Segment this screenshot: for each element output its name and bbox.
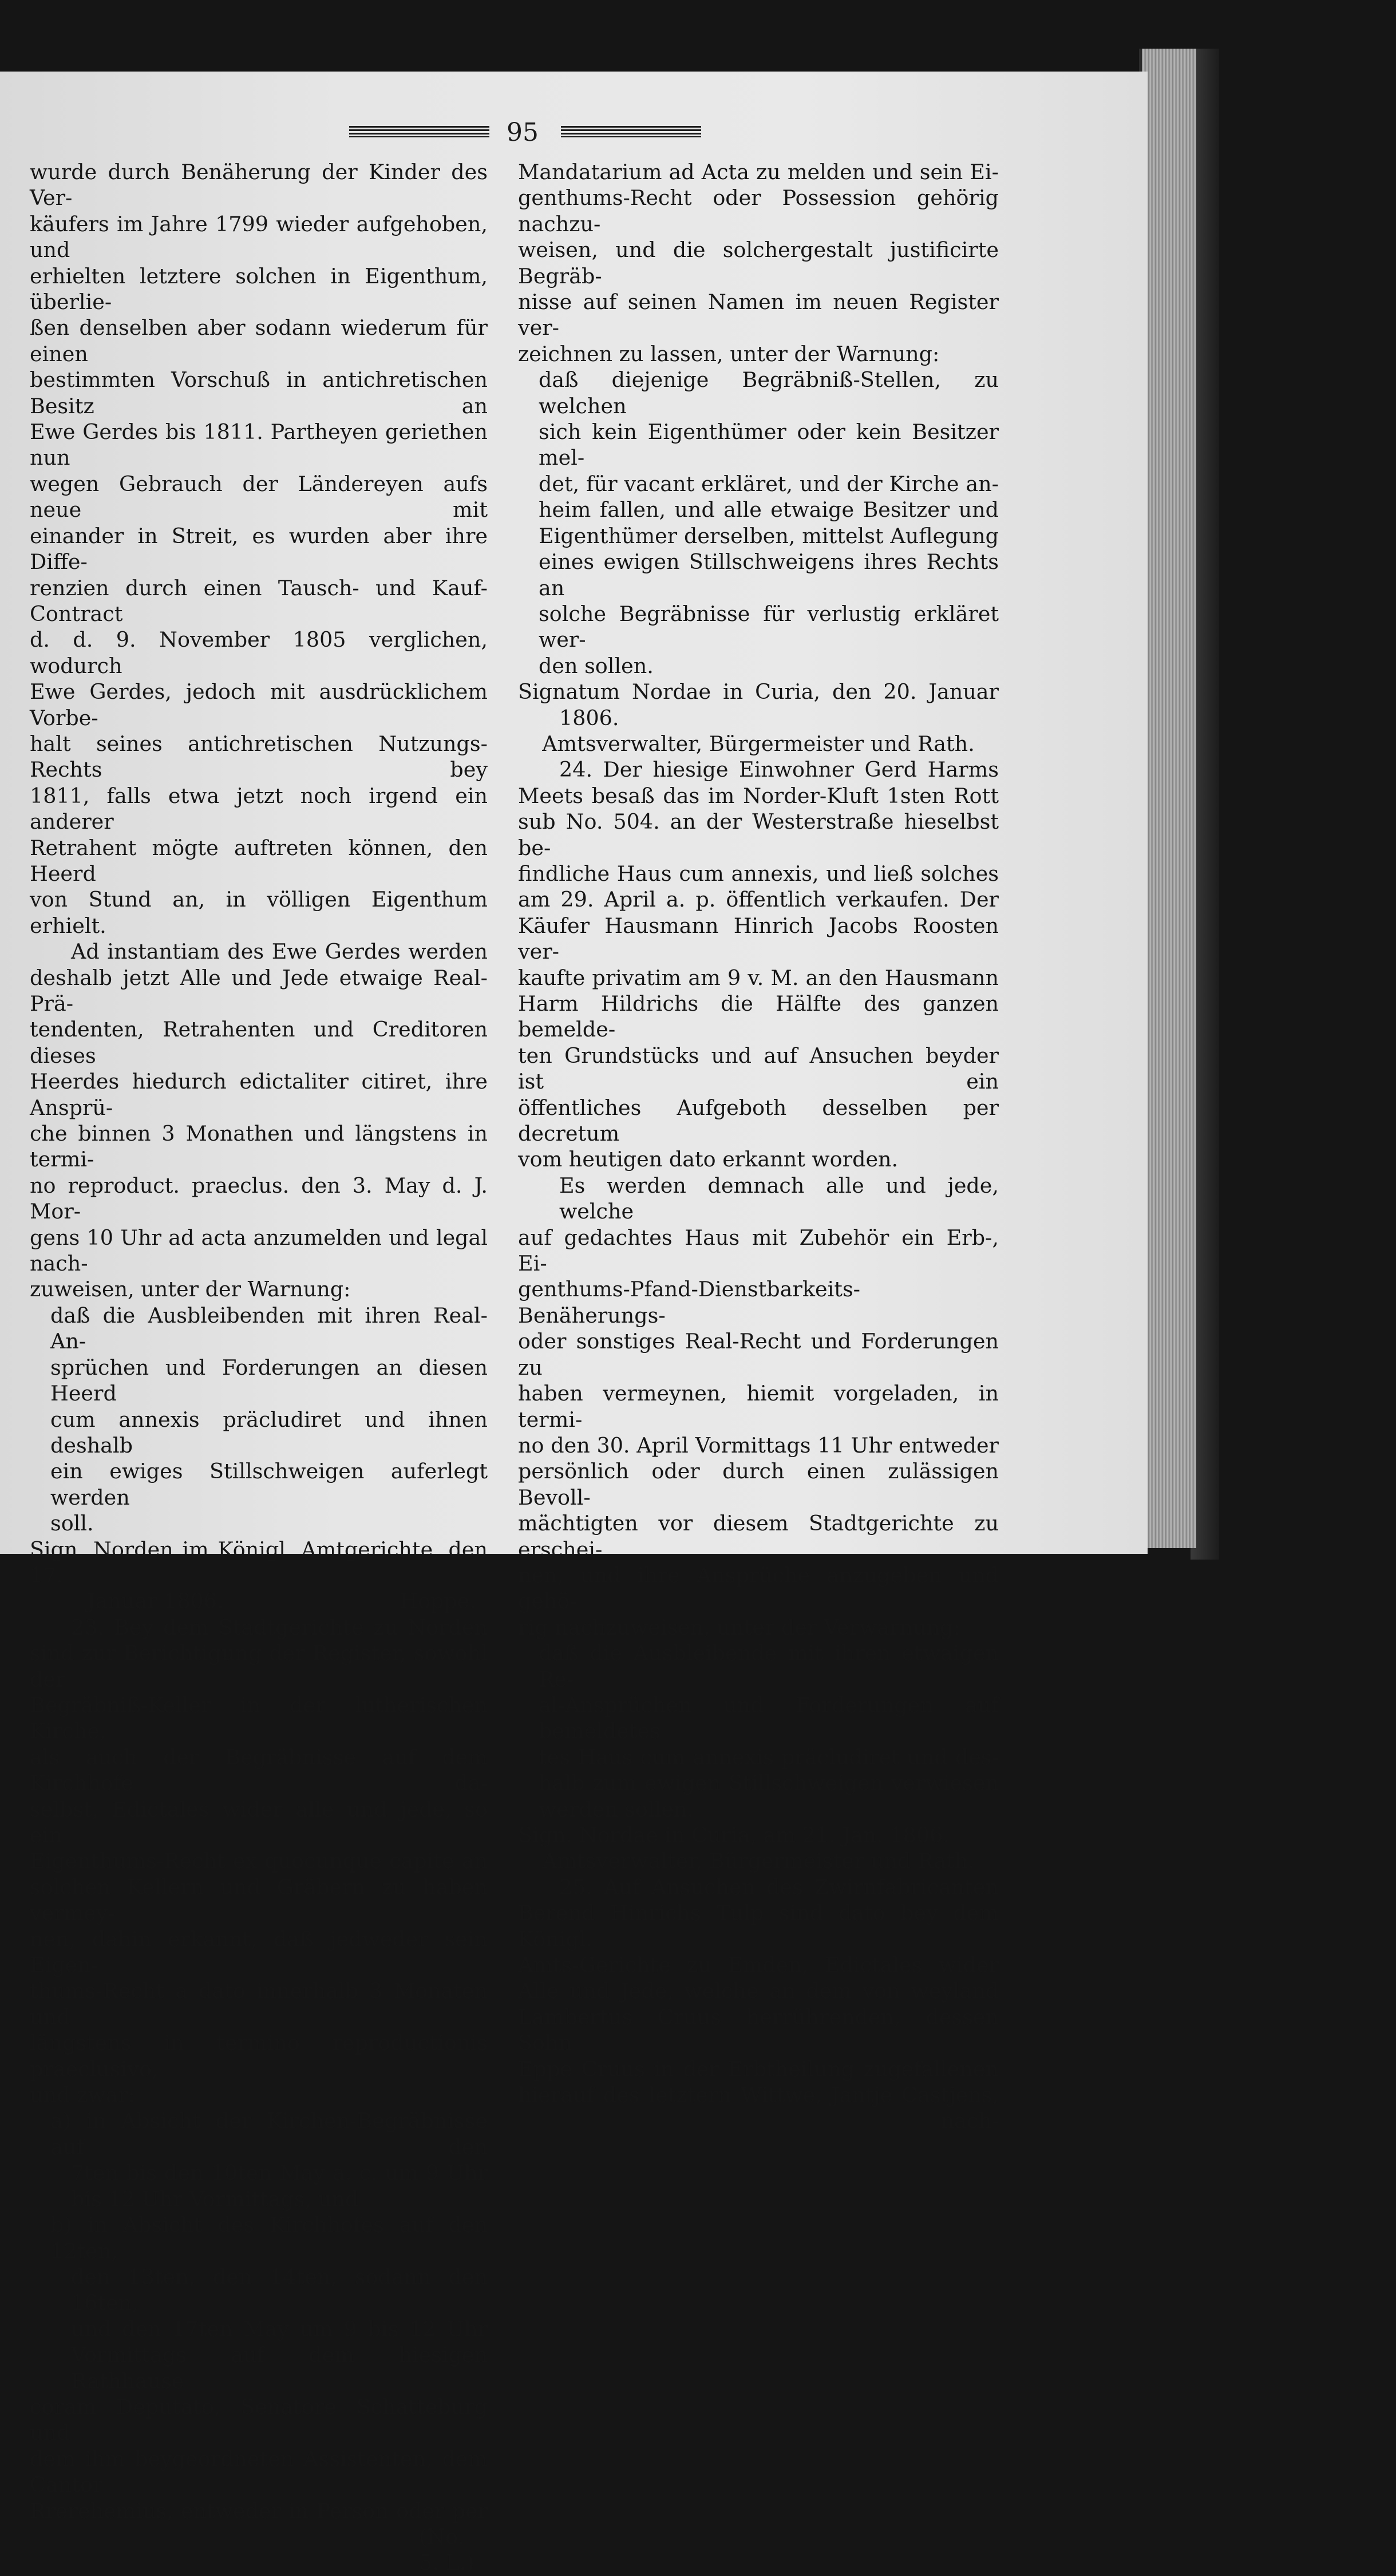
text-line: sich kein Eigenthümer oder kein Besitzer mel- (539, 420, 999, 470)
text-line: nen, und ihre Ansprüche anzugeben und gehö- (518, 1562, 999, 1614)
text-line: nen, dahin erkannt, daß jedweder sein Eigen- (30, 1926, 488, 1978)
text-line: findliche Haus cum annexis, und ließ solches (518, 861, 999, 886)
text-line: längstens in termino reproductionis praeclusivo, (30, 2031, 488, 2082)
header-rule-left (349, 126, 489, 137)
text-line: daß diejenige Begräbniß-Stellen, zu welchen (539, 367, 999, 418)
page-number: 95 (507, 118, 539, 147)
text-line: halt seines antichretischen Nutzungs-Rechts bey (30, 731, 488, 782)
text-line: genthums-Recht oder Possession gehörig nachzu- (518, 185, 999, 236)
text-line: 1806. (559, 705, 619, 730)
text-line: Harm Hildrichs die Hälfte des ganzen bemelde- (518, 991, 999, 1042)
text-line: sind zur Berichtigung der Register, sowohl der (30, 1641, 488, 1692)
text-line: Sign. Norden im Königl. Amtgerichte, den 17. (30, 1537, 488, 1588)
text-line: wegen Gebrauch der Ländereyen aufs neue mit (30, 471, 488, 523)
text-line: Januar 1806. (87, 1589, 224, 1614)
text-line: Eigenthums-Recht ex quocunque capite an (30, 1849, 488, 1874)
text-line: Ewe Gerdes bis 1811. Partheyen geriethen nun (30, 420, 488, 470)
text-line: ten Grundstücks und auf Ansuchen beyder ist ein (518, 1043, 999, 1094)
text-line: d. d. 9. November 1805 verglichen, wodurch (30, 627, 488, 678)
text-line: Amtsverwalter, Bürgermeister und Rath. (542, 731, 975, 756)
text-line: halb zum ewigen Stillschweigen verwiesen (539, 1771, 999, 1796)
text-line: Eppe Cruus in der Erbtheilung zugefallenen (518, 2056, 999, 2082)
text-line: ßen denselben aber sodann wiederum für einen (30, 315, 488, 366)
text-line: tes Haus cum annexis präcludiret und des- (539, 1744, 999, 1770)
text-line: Käufer Hausmann Hinrich Jacobs Roosten ver- (518, 913, 999, 964)
text-line: von Stund an, in völligen Eigenthum erhielt. (30, 887, 488, 938)
text-line: rig nachzuweisen, unter der Verwarnung: (518, 1615, 960, 1640)
text-line: Rrerehemius, entweder in Person oder per (30, 2498, 488, 2523)
text-line: Heerdes hiedurch edictaliter citiret, ihre Ansprü- (30, 1069, 488, 1120)
text-line: solche Begräbnisse für verlustig erkläret wer- (539, 601, 999, 652)
text-line: Es werden demnach alle und jede, welche (559, 1173, 999, 1224)
text-line: a) in Absicht der Kirchen-Begräbnisse auf den (50, 2108, 488, 2159)
text-line: Signatum Nordae in Curia, den 20. Januar (518, 679, 999, 705)
left-column (30, 159, 488, 2576)
text-line: persönlich oder durch einen zulässigen Bevoll- (518, 1459, 999, 1510)
text-line: Ad instantiam des Ewe Gerdes werden (71, 939, 488, 964)
text-line: wurde durch Benäherung der Kinder des Ver- (30, 160, 488, 211)
text-line: und den 17ten May um 9 bis 12 Uhr (71, 2316, 488, 2341)
text-line: werden sollen. (539, 1797, 694, 1822)
text-line: Sign. Nordae in Curia, am 21. Jan. 1806. (518, 1823, 950, 1847)
text-line: no reproduct. praeclus. den 3. May d. J. Mor- (30, 1173, 488, 1224)
text-line: Meets besaß das im Norder-Kluft 1sten Rott (518, 783, 999, 808)
text-line: oder sonstiges Real-Recht und Forderungen zu (518, 1329, 999, 1380)
text-line: che binnen 3 Monathen und längstens in termi- (30, 1121, 488, 1172)
text-line: erhielten letztere solchen in Eigenthum, überlie- (30, 263, 488, 315)
header-rule-right (561, 126, 701, 137)
signatory: Hoppe. (400, 1589, 476, 1614)
text-line: vom heutigen dato erkannt worden. (518, 1147, 899, 1172)
text-line: bis 12 Uhr Vormittags, und (71, 2186, 359, 2211)
text-line: Amts-Gerichte zu Emden, Edictales wider (518, 1953, 999, 1978)
text-line: b) in Absicht des Kirchhofes auf den 12ten, (50, 2213, 488, 2264)
text-line: auf gedachtes Haus mit Zubehör ein Erb-, Ei- (518, 1225, 999, 1276)
text-line: nisse auf seinen Namen im neuen Register ver- (518, 290, 999, 341)
text-line: dem ihm beygeordneten Assistenten, dem Cantor (30, 2446, 488, 2498)
text-line: 1811, falls etwa jetzt noch irgend ein anderer (30, 783, 488, 834)
text-line: Mandatarium ad Acta zu melden und sein Ei- (518, 160, 999, 184)
text-line: bestimmten Vorschuß in antichretischen Besitz an (30, 367, 488, 418)
text-line: Ewe Gerdes, jedoch mit ausdrücklichem Vorbe- (30, 679, 488, 730)
text-line: öffentliches Aufgeboth desselben per decretum (518, 1095, 999, 1146)
text-line: 23. Bey dem Stadtgerichte zu Norden (71, 1615, 488, 1640)
text-line: heim fallen, und alle etwaige Besitzer und (539, 497, 999, 523)
text-line: renzien durch einen Tausch- und Kauf-Contract (30, 575, 488, 626)
text-line: mächtigten vor diesem Stadtgerichte zu erschei- (518, 1511, 999, 1562)
text-line: käufers im Jahre 1799 wieder aufgehoben, und (30, 211, 488, 263)
page-header (343, 118, 698, 147)
text-line: Begräbniß-Keller in der lutherischen Kirche, (30, 1692, 488, 1744)
text-line: eines ewigen Stillschweigens ihres Rechts an (539, 549, 999, 600)
text-line: sub No. 504. an der Westerstraße hieselbst be- (518, 809, 999, 860)
catchword: nach- (940, 2108, 999, 2134)
text-line: cum annexis präcludiret und ihnen deshalb (50, 1407, 488, 1458)
text-line: Amtsverwalter, Bürgermeister und Rath. (542, 1849, 975, 1874)
text-line: 25. Auf Ansuchen des Zwirnfabricanten (559, 1874, 999, 1900)
right-column (518, 159, 999, 2134)
text-line: gens 10 Uhr ad acta anzumelden und legal nach- (30, 1225, 488, 1276)
text-line: Lambertus Cruus herrührenden, dessen Sohn (518, 2004, 999, 2056)
text-line: coram Deputato, Senatore Schatteburg und (30, 2394, 488, 2446)
text-line: selbst, Edictales wider alle und jede, so ein (30, 1797, 488, 1847)
text-line: sprüchen und Forderungen an diesen Heerd (50, 1355, 488, 1406)
text-line: soll. (50, 1511, 94, 1536)
text-line: daß die Ausbleibende mit ihren etwaigen Re- (539, 1641, 999, 1692)
signature-mark: (No. 5. L.) (419, 2524, 474, 2575)
text-line: tendenten, Retrahenten und Creditoren dieses (30, 1017, 488, 1068)
text-line: ein ewiges Stillschweigen auferlegt werden (50, 1459, 488, 1510)
text-line: zeichnen zu lassen, unter der Warnung: (518, 341, 940, 366)
text-line: hierauf des letztern Wittwe, Jantje Castjens, (518, 2083, 999, 2108)
text-line: Berend Hinrichs Tulp sind dato bey dem Königl. (518, 1901, 999, 1952)
text-line: 7ten bis den 10ten May a. c. um 9 Uhr (71, 2160, 488, 2186)
text-line: 24. Der hiesige Einwohner Gerd Harms (559, 757, 999, 782)
text-line: daß die Ausbleibenden mit ihren Real-An- (50, 1303, 488, 1354)
text-line: kaufte privatim am 9 v. M. an den Hausmann (518, 965, 999, 990)
text-line: solchen Kellern und Gräbern zu haben vermey- (30, 1874, 488, 1926)
signature-line (30, 1588, 488, 1614)
text-line: weisen, und die solchergestalt justificirte Begräb- (518, 238, 999, 288)
text-line: det, für vacant erkläret, und der Kirche an- (539, 471, 999, 496)
text-line: Vormittags auf dem hiesigen Rathhause (71, 2342, 488, 2393)
text-line: no den 30. April Vormittags 11 Uhr entweder (518, 1433, 999, 1458)
text-line: den 13ten, den 14ten, sodann den 16ten, (71, 2264, 488, 2316)
text-line: genthums-Pfand-Dienstbarkeits-Benäherungs- (518, 1277, 861, 1328)
text-line: deshalb jetzt Alle und Jede etwaige Real-Prä- (30, 965, 488, 1016)
text-line: haben vermeynen, hiemit vorgeladen, in termi- (518, 1381, 999, 1432)
text-line: zuweisen, unter der Warnung: (30, 1277, 351, 1302)
text-line: einander in Streit, es wurden aber ihre Diffe- (30, 523, 488, 575)
text-line: Retrahent mögte auftreten können, den Heerd (30, 835, 488, 886)
text-line: den sollen. (539, 653, 654, 678)
text-line: am 29. April a. p. öffentlich verkaufen. Der (518, 887, 999, 912)
page-stack-edge (1142, 49, 1196, 1548)
text-line: Alle und Jede, welche an dem von weyland (518, 1979, 999, 2004)
text-line: Eigenthümer derselben, mittelst Auflegung (539, 523, 999, 548)
text-line: al-Ansprüchen und Forderungen auf bemeldetes (539, 1692, 999, 1744)
text-line: und zwar: (30, 2083, 135, 2108)
text-line: als auch der Begräbnisse auf dem Kirchhofe da- (30, 1744, 488, 1796)
text-line: thums-Recht a dato innerhalb 3 Monaten und (30, 1979, 488, 2029)
